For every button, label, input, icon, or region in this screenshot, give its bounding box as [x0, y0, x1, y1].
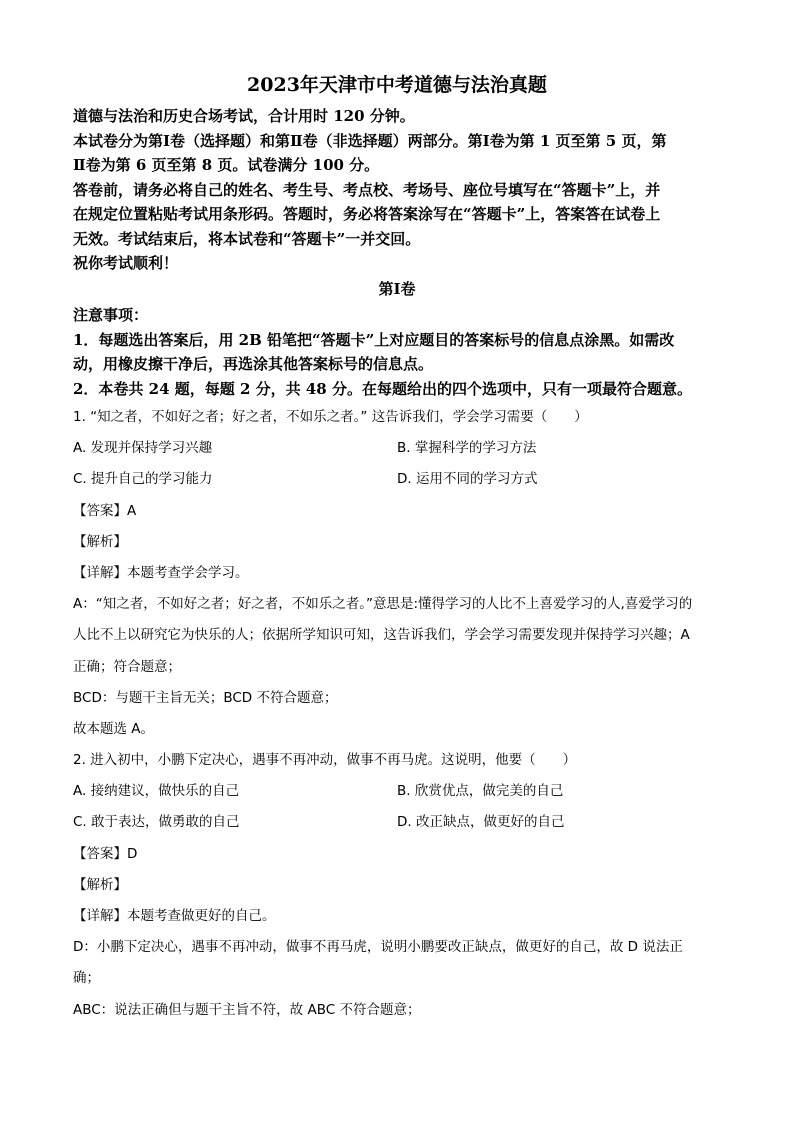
question-2-stem: 2. 进入初中，小鹏下定决心，遇事不再冲动，做事不再马虎。这说明，他要（ ） — [73, 752, 577, 769]
notice-block — [73, 303, 723, 401]
instruction-line: 道德与法治和历史合场考试，合计用时 120 分钟。 — [73, 107, 415, 125]
instruction-line: 答卷前，请务必将自己的姓名、考生号、考点校、考场号、座位号填写在“答题卡”上，并 — [73, 180, 661, 199]
question-2-option-c: C. 敢于表达，做勇敢的自己 — [73, 814, 240, 831]
instruction-line: 祝你考试顺利！ — [73, 254, 179, 272]
question-1-detail-line: 【详解】本题考查学会学习。 — [73, 564, 249, 581]
question-2-option-d: D. 改正缺点，做更好的自己 — [397, 814, 565, 831]
section-title: 第Ⅰ卷 — [378, 280, 416, 298]
question-2-option-b: B. 欣赏优点，做完美的自己 — [397, 783, 564, 800]
question-2-analysis-label: 【解析】 — [73, 876, 127, 893]
question-1-option-b: B. 掌握科学的学习方法 — [397, 440, 537, 457]
question-1-option-a: A. 发现并保持学习兴趣 — [73, 440, 213, 457]
question-1-option-c: C. 提升自己的学习能力 — [73, 471, 213, 488]
question-2-detail-line: 确； — [73, 970, 100, 987]
question-2-detail-line: D：小鹏下定决心，遇事不再冲动，做事不再马虎，说明小鹏要改正缺点，做更好的自己，故 D 说法正 — [73, 939, 683, 956]
question-1-options-row — [73, 433, 723, 464]
question-2-options-row — [73, 776, 723, 807]
exam-instructions — [73, 104, 723, 276]
question-1-detail-line: 人比不上以研究它为快乐的人；依据所学知识可知，这告诉我们，学会学习需要发现并保持学习兴趣；A — [73, 627, 690, 644]
question-2-detail-line: 【详解】本题考查做更好的自己。 — [73, 908, 276, 924]
instruction-line: 在规定位置粘贴考试用条形码。答题时，务必将答案涂写在“答题卡”上，答案答在试卷上 — [73, 205, 661, 223]
instruction-line: 无效。考试结束后，将本试卷和“答题卡”一并交回。 — [73, 229, 421, 248]
notice-line: 动，用橡皮擦干净后，再选涂其他答案标号的信息点。 — [73, 355, 434, 373]
question-2-option-a: A. 接纳建议，做快乐的自己 — [73, 783, 240, 800]
notice-line: 2．本卷共 24 题，每题 2 分，共 48 分。在每题给出的四个选项中，只有一项最符合题意。 — [73, 379, 692, 398]
notice-heading: 注意事项： — [73, 306, 149, 324]
question-1-detail-line: A：“知之者，不如好之者；好之者，不如乐之者。”意思是:懂得学习的人比不上喜爱学习的人,喜爱学习的 — [73, 596, 693, 613]
question-2-detail-line: ABC：说法正确但与题干主旨不符，故 ABC 不符合题意； — [73, 1001, 421, 1018]
question-2-answer: 【答案】D — [73, 845, 138, 862]
question-1-answer: 【答案】A — [73, 502, 137, 519]
notice-line: 1．每题选出答案后，用 2B 铅笔把“答题卡”上对应题目的答案标号的信息点涂黑。如需改 — [73, 330, 675, 349]
question-1-detail-line: 故本题选 A。 — [73, 720, 155, 737]
instruction-line: 本试卷分为第Ⅰ卷（选择题）和第Ⅱ卷（非选择题）两部分。第Ⅰ卷为第 1 页至第 5 页，第 — [73, 131, 667, 150]
question-1-detail-line: BCD：与题干主旨无关；BCD 不符合题意； — [73, 689, 338, 706]
question-1-analysis-label: 【解析】 — [73, 533, 127, 550]
instruction-line: Ⅱ卷为第 6 页至第 8 页。试卷满分 100 分。 — [73, 156, 380, 174]
question-1-detail-line: 正确；符合题意； — [73, 658, 181, 675]
question-1-stem: 1. “知之者，不如好之者；好之者，不如乐之者。” 这告诉我们，学会学习需要（ ） — [73, 409, 588, 425]
question-2-options-row — [73, 807, 723, 838]
question-1-option-d: D. 运用不同的学习方式 — [397, 471, 538, 488]
questions — [73, 402, 723, 1026]
page-title: 2023年天津市中考道德与法治真题 — [247, 74, 547, 96]
question-1-options-row — [73, 464, 723, 495]
